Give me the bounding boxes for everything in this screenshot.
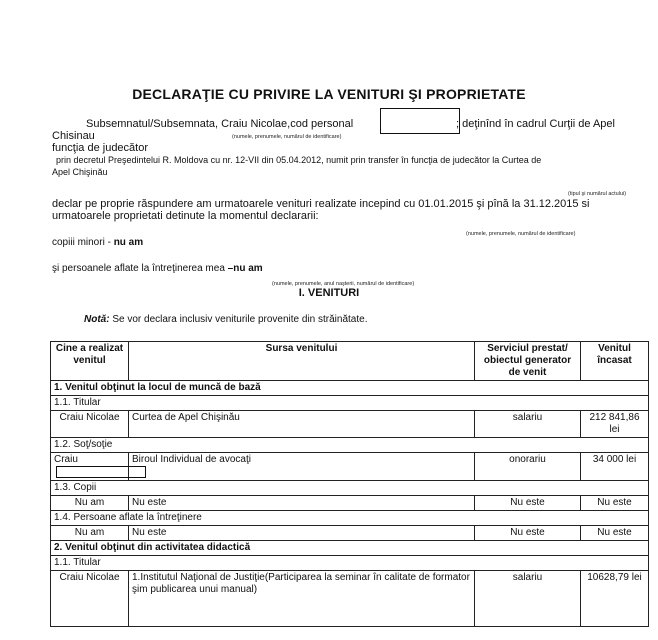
table-header-row (51, 342, 649, 381)
subsection-label: 1.1. Titular (51, 396, 649, 411)
table-row (51, 570, 649, 626)
dependents-row (52, 263, 263, 274)
table-row (51, 453, 649, 481)
intro-property: urmatoarele proprietati detinute la momentul declararii: (52, 210, 319, 222)
hint-birth: (numele, prenumele, anul naşterii, numărul de identificare) (272, 281, 415, 287)
section-title: I. VENITURI (298, 287, 360, 299)
who-text: Craiu (54, 454, 78, 465)
header-service: Serviciul prestat/ obiectul generator de venit (475, 342, 581, 381)
cell-source: Biroul Individual de avocaţi (129, 453, 475, 481)
subsection-label: 1.1. Titular (51, 555, 649, 570)
table-subsection-row (51, 438, 649, 453)
cell-service: salariu (475, 411, 581, 438)
cell-amount: 10628,79 lei (581, 570, 649, 626)
section-label: 1. Venitul obţinut la locul de muncă de bază (51, 381, 649, 396)
who-text: Craiu Nicolae (59, 412, 120, 423)
cell-source: Curtea de Apel Chişinău (129, 411, 475, 438)
table-section-row (51, 540, 649, 555)
hint-act: (tipul şi numărul actului) (568, 191, 627, 197)
intro-declaration: declar pe proprie răspundere am urmatoarele venituri realizate incepind cu 01.01.2015 şi pînă la 31.12.2015 si (52, 198, 590, 210)
document-title: DECLARAŢIE CU PRIVIRE LA VENITURI ŞI PROPRIETATE (132, 86, 526, 102)
redacted-personal-code (380, 108, 460, 134)
subsection-label: 1.4. Persoane aflate la întreţinere (51, 510, 649, 525)
table-subsection-row (51, 396, 649, 411)
cell-source: Nu este (129, 495, 475, 510)
cell-who (51, 453, 129, 481)
cell-amount: Nu este (581, 495, 649, 510)
subsection-label: 1.3. Copii (51, 480, 649, 495)
cell-who (51, 495, 129, 510)
table-subsection-row (51, 480, 649, 495)
note-label: Notă: (84, 314, 110, 325)
cell-source: 1.Institutul Naţional de Justiţie(Participarea la seminar în calitate de formator şim publicarea unui manual) (129, 570, 475, 626)
table-subsection-row (51, 510, 649, 525)
who-text: Nu am (74, 526, 105, 538)
income-table (50, 341, 649, 627)
intro-decree: prin decretul Preşedintelui R. Moldova cu nr. 12-VII din 05.04.2012, numit prin transfer în funcţia de judecător la Curtea de (56, 155, 542, 165)
hint-name-2: (numele, prenumele, numărul de identificare) (466, 231, 576, 237)
header-who: Cine a realizat venitul (51, 342, 129, 381)
cell-who (51, 411, 129, 438)
who-text: Nu am (74, 496, 105, 508)
cell-who (51, 570, 129, 626)
who-text: Craiu Nicolae (59, 571, 120, 583)
cell-service: onorariu (475, 453, 581, 481)
cell-service: salariu (475, 570, 581, 626)
table-row (51, 525, 649, 540)
section-label: 2. Venitul obţinut din activitatea didactică (51, 540, 649, 555)
dependents-value: –nu am (227, 263, 263, 274)
intro-line-1-right: ; deţinînd în cadrul Curţii de Apel (456, 118, 615, 130)
cell-who (51, 525, 129, 540)
cell-amount: 212 841,86 lei (581, 411, 649, 438)
note-row (84, 314, 367, 325)
cell-service: Nu este (475, 495, 581, 510)
table-section-row (51, 381, 649, 396)
dependents-label: şi persoanele aflate la întreţinerea mea (52, 263, 225, 274)
children-value: nu am (113, 237, 144, 248)
children-label: copiii minori - (52, 237, 111, 248)
children-row (52, 237, 143, 248)
header-source: Sursa venitului (129, 342, 475, 381)
header-amount: Venitul încasat (581, 342, 649, 381)
cell-amount: 34 000 lei (581, 453, 649, 481)
cell-amount: Nu este (581, 525, 649, 540)
intro-court-name: Apel Chişinău (52, 167, 108, 177)
subsection-label: 1.2. Soţ/soţie (51, 438, 649, 453)
cell-service: Nu este (475, 525, 581, 540)
table-subsection-row (51, 555, 649, 570)
intro-line-1: Subsemnatul/Subsemnata, Craiu Nicolae,cod personal (86, 118, 354, 130)
cell-source: Nu este (129, 525, 475, 540)
table-row (51, 411, 649, 438)
note-text: Se vor declara inclusiv veniturile provenite din străinătate. (112, 314, 368, 325)
intro-function: funcţia de judecător (52, 142, 149, 154)
table-row (51, 495, 649, 510)
hint-name: (numele, prenumele, numărul de identificare) (232, 134, 342, 140)
redacted-name-box (56, 466, 146, 478)
intro-court-city: Chisinau (52, 130, 95, 142)
